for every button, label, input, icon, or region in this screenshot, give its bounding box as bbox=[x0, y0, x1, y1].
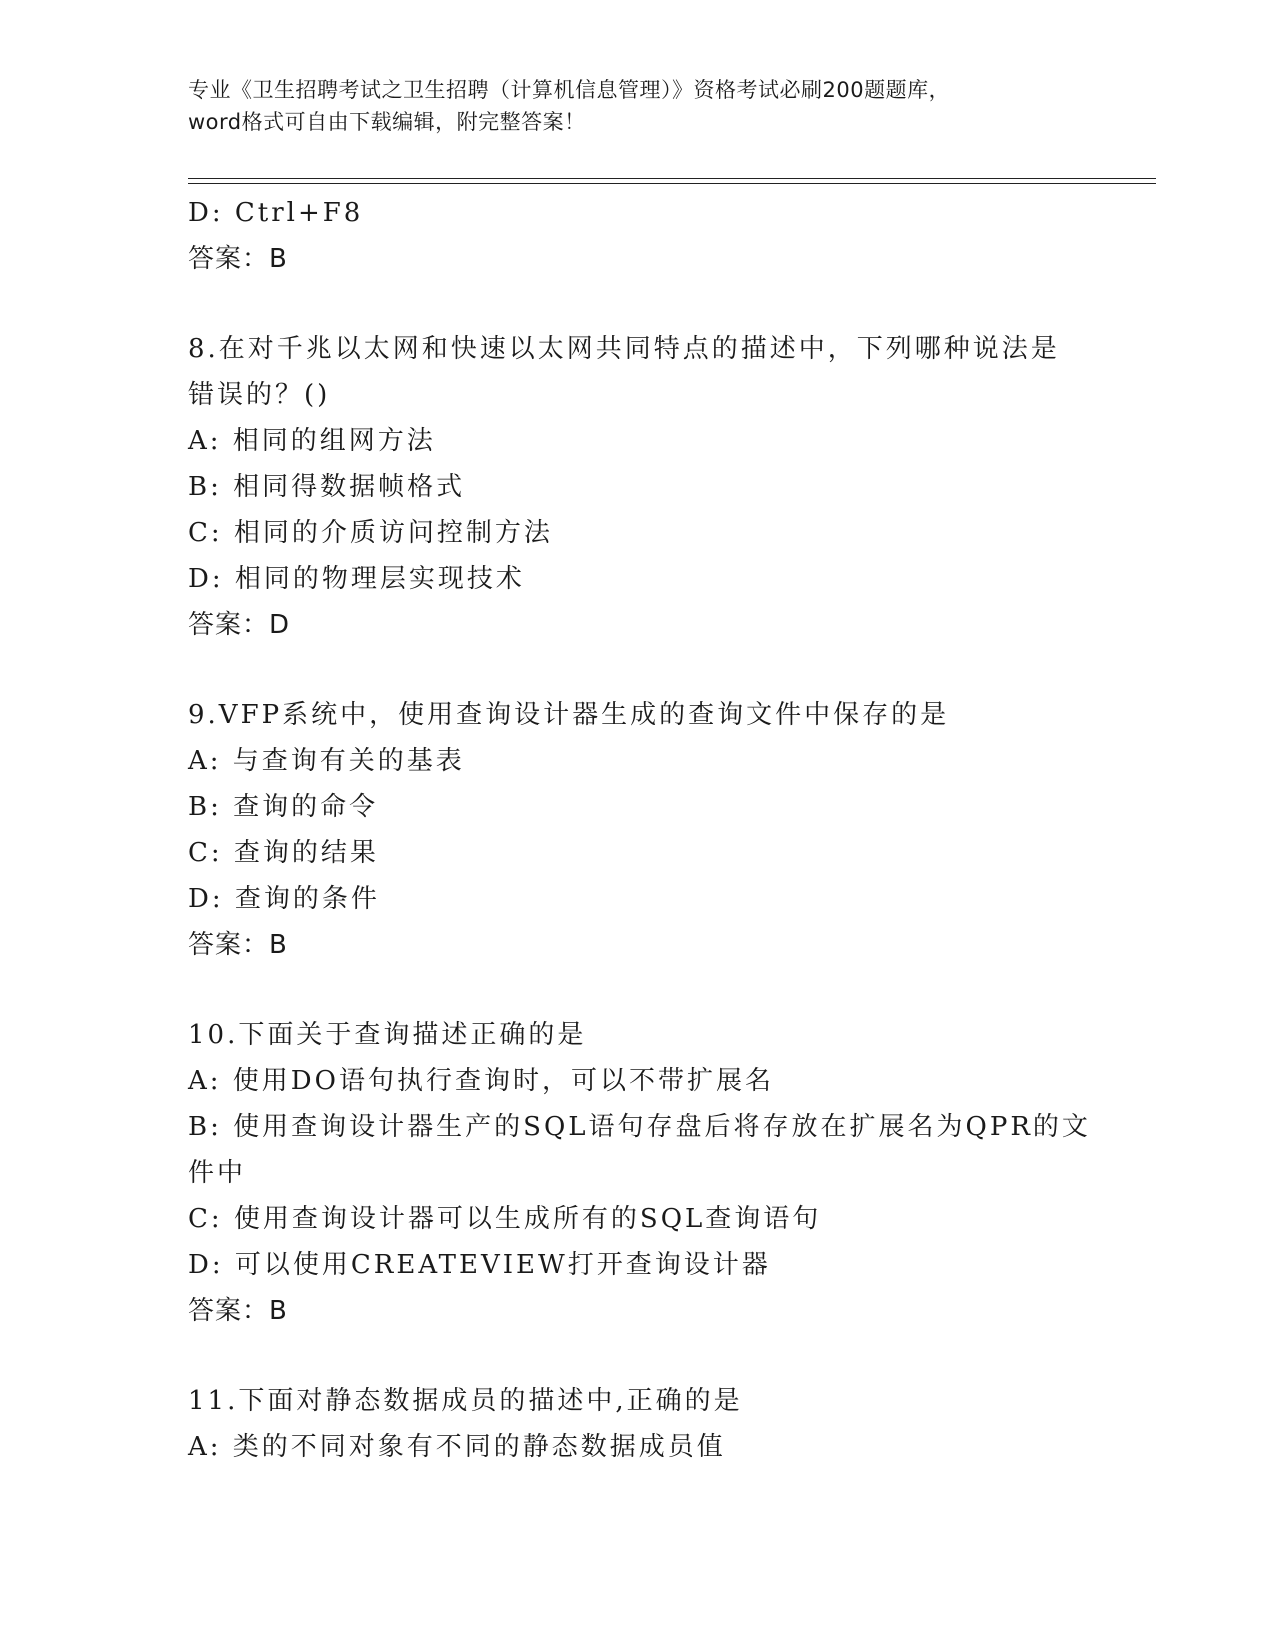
option-b-continued: 件中 bbox=[188, 1158, 247, 1188]
spacer bbox=[188, 282, 1108, 326]
answer: 答案：D bbox=[188, 610, 291, 640]
option-b: B: 查询的命令 bbox=[188, 792, 379, 822]
option-b: B: 使用查询设计器生产的SQL语句存盘后将存放在扩展名为QPR的文 bbox=[188, 1112, 1091, 1142]
option-a: A: 与查询有关的基表 bbox=[188, 746, 465, 776]
question-stem: 11.下面对静态数据成员的描述中,正确的是 bbox=[188, 1386, 743, 1416]
question-11 bbox=[188, 1378, 1108, 1470]
option-a: A: 类的不同对象有不同的静态数据成员值 bbox=[188, 1432, 726, 1462]
option-d: D: 可以使用CREATEVIEW打开查询设计器 bbox=[188, 1250, 771, 1280]
question-stem: 10.下面关于查询描述正确的是 bbox=[188, 1020, 587, 1050]
question-9 bbox=[188, 692, 1108, 968]
option-a: A: 使用DO语句执行查询时，可以不带扩展名 bbox=[188, 1066, 774, 1096]
spacer bbox=[188, 1334, 1108, 1378]
option-c: C: 相同的介质访问控制方法 bbox=[188, 518, 553, 548]
option-c: C: 使用查询设计器可以生成所有的SQL查询语句 bbox=[188, 1204, 822, 1234]
header-line-1: 专业《卫生招聘考试之卫生招聘（计算机信息管理）》资格考试必刷200题题库， bbox=[188, 78, 951, 102]
option-d: D: 查询的条件 bbox=[188, 884, 380, 914]
question-stem: 9.VFP系统中，使用查询设计器生成的查询文件中保存的是 bbox=[188, 700, 950, 730]
header-rule-bottom bbox=[188, 183, 1156, 184]
header-line-2: word格式可自由下载编辑，附完整答案！ bbox=[188, 110, 586, 134]
question-list bbox=[188, 190, 1108, 1470]
question-7-tail bbox=[188, 190, 1108, 282]
option-d: D: Ctrl+F8 bbox=[188, 198, 364, 228]
option-c: C: 查询的结果 bbox=[188, 838, 379, 868]
question-stem-continued: 错误的？() bbox=[188, 380, 331, 410]
question-stem: 8.在对千兆以太网和快速以太网共同特点的描述中，下列哪种说法是 bbox=[188, 334, 1060, 364]
option-b: B: 相同得数据帧格式 bbox=[188, 472, 466, 502]
spacer bbox=[188, 968, 1108, 1012]
document-header bbox=[188, 74, 1088, 138]
option-a: A: 相同的组网方法 bbox=[188, 426, 436, 456]
option-d: D: 相同的物理层实现技术 bbox=[188, 564, 525, 594]
question-8 bbox=[188, 326, 1108, 648]
header-rule-top bbox=[188, 178, 1156, 179]
spacer bbox=[188, 648, 1108, 692]
answer: 答案：B bbox=[188, 930, 288, 960]
answer: 答案：B bbox=[188, 244, 288, 274]
answer: 答案：B bbox=[188, 1296, 288, 1326]
question-10 bbox=[188, 1012, 1108, 1334]
